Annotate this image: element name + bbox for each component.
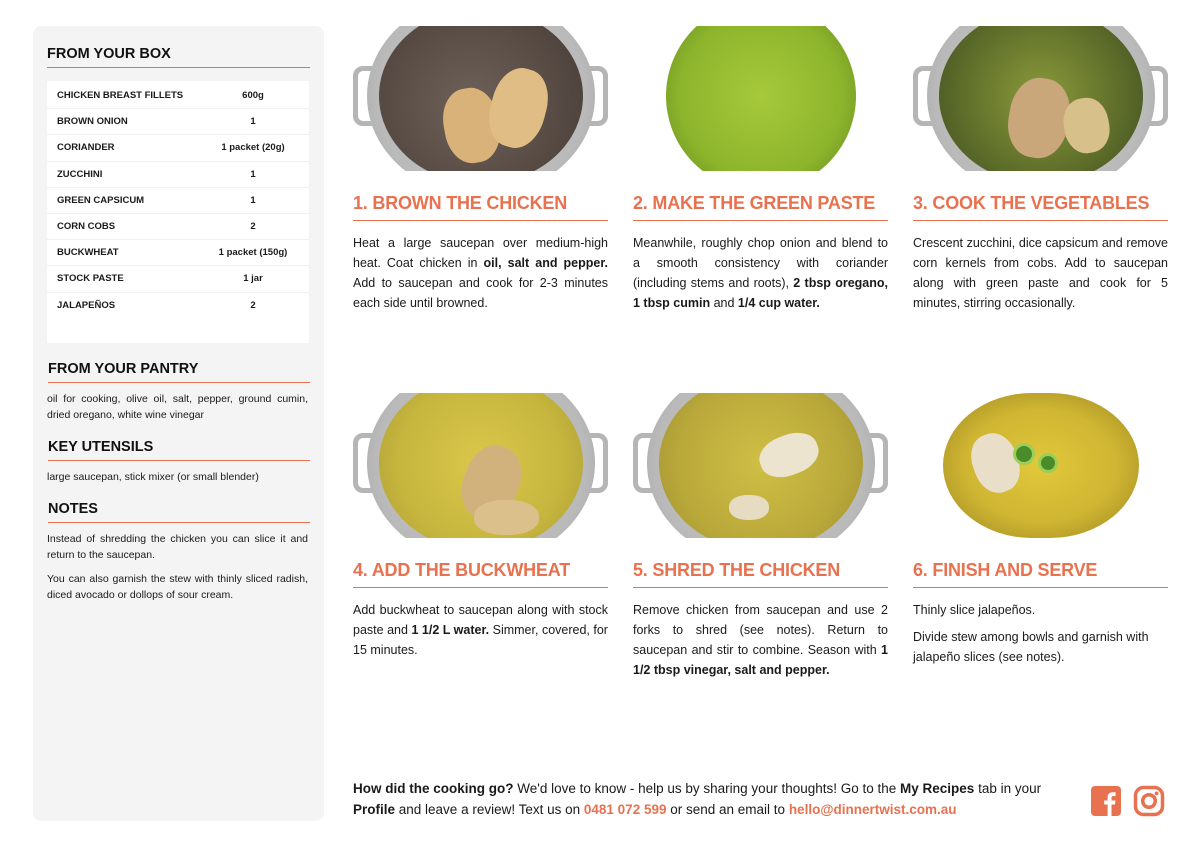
saucepan-image <box>927 26 1155 171</box>
ingredient-name: JALAPEÑOS <box>57 300 116 312</box>
step-text <box>913 600 1168 667</box>
step-text-bold: 2 tbsp oregano, 1 tbsp cumin <box>633 276 888 310</box>
step-text-part: and <box>710 296 738 310</box>
profile-link: Profile <box>353 802 396 817</box>
step-5 <box>633 393 888 680</box>
step-1-photo <box>353 26 608 171</box>
note-item: Instead of shredding the chicken you can slice it and return to the saucepan. <box>47 533 308 561</box>
ingredient-name: CORN COBS <box>57 221 116 233</box>
step-title: 6. FINISH AND SERVE <box>913 560 1168 588</box>
step-text-part: Meanwhile, roughly chop onion and blend to a smooth consistency with coriander (including stems and roots), <box>633 236 888 290</box>
ingredient-qty: 2 <box>250 221 256 233</box>
step-4-photo <box>353 393 608 538</box>
ingredient-qty: 1 packet (20g) <box>221 142 285 154</box>
step-6 <box>913 393 1168 667</box>
from-your-pantry-heading: FROM YOUR PANTRY <box>48 361 310 383</box>
step-title: 5. SHRED THE CHICKEN <box>633 560 888 588</box>
step-text-part: Add to saucepan and cook for 2-3 minutes each side until browned. <box>353 276 608 310</box>
shredded-chicken-image <box>753 426 823 484</box>
chicken-fillet-image <box>474 500 539 535</box>
step-5-photo <box>633 393 888 538</box>
ingredient-name: CHICKEN BREAST FILLETS <box>57 90 184 102</box>
table-row <box>47 266 309 292</box>
green-paste-bowl-image <box>666 26 856 171</box>
ingredients-sidebar <box>33 26 324 821</box>
ingredient-qty: 1 <box>250 194 256 206</box>
step-2-photo <box>633 26 888 171</box>
shredded-chicken-image <box>729 495 769 520</box>
step-text-bold: oil, salt and pepper. <box>483 256 608 270</box>
ingredient-name: BUCKWHEAT <box>57 247 119 259</box>
step-text <box>353 233 608 313</box>
ingredient-qty: 600g <box>242 90 264 102</box>
step-4 <box>353 393 608 660</box>
table-row <box>47 83 309 109</box>
pantry-text: oil for cooking, olive oil, salt, pepper, ground cumin, dried oregano, white wine vinegar <box>47 393 308 421</box>
step-title: 2. MAKE THE GREEN PASTE <box>633 193 888 221</box>
step-text-part: Remove chicken from saucepan and use 2 forks to shred (see notes). Return to saucepan and stir to combine. Season with <box>633 603 888 657</box>
saucepan-interior <box>379 393 583 538</box>
step-title: 3. COOK THE VEGETABLES <box>913 193 1168 221</box>
ingredient-qty: 1 jar <box>243 273 263 285</box>
step-6-photo <box>913 393 1168 538</box>
from-your-box-heading: FROM YOUR BOX <box>47 46 310 68</box>
ingredient-qty: 2 <box>250 300 256 312</box>
step-text-bold: 1 1/2 L water. <box>411 623 490 637</box>
table-row <box>47 214 309 240</box>
footer-text: or send an email to <box>666 802 789 817</box>
saucepan-interior <box>659 393 863 538</box>
table-row <box>47 293 309 319</box>
step-3-photo <box>913 26 1168 171</box>
step-text-part: Divide stew among bowls and garnish with jalapeño slices (see notes). <box>913 630 1149 664</box>
step-text <box>633 600 888 680</box>
step-text <box>353 600 608 660</box>
step-title: 1. BROWN THE CHICKEN <box>353 193 608 221</box>
step-text <box>913 233 1168 313</box>
step-text-bold: 1 1/2 tbsp vinegar, salt and pepper. <box>633 643 888 677</box>
ingredient-name: CORIANDER <box>57 142 115 154</box>
footer-text: and leave a review! Text us on <box>395 802 584 817</box>
footer-text: We'd love to know - help us by sharing your thoughts! Go to the <box>513 781 901 796</box>
utensils-text: large saucepan, stick mixer (or small blender) <box>47 471 259 483</box>
note-item: You can also garnish the stew with thinly sliced radish, diced avocado or dollops of sour cream. <box>47 573 308 601</box>
ingredient-qty: 1 packet (150g) <box>218 247 288 259</box>
ingredient-name: GREEN CAPSICUM <box>57 194 145 206</box>
facebook-icon[interactable] <box>1090 785 1122 817</box>
ingredient-name: STOCK PASTE <box>57 273 124 285</box>
step-text-part: Thinly slice jalapeños. <box>913 603 1036 617</box>
serving-bowl-image <box>943 393 1139 538</box>
key-utensils-heading: KEY UTENSILS <box>48 439 310 461</box>
saucepan-interior <box>939 26 1143 171</box>
step-1 <box>353 26 608 313</box>
ingredient-qty: 1 <box>250 168 256 180</box>
step-text-part: Crescent zucchini, dice capsicum and remove corn kernels from cobs. Add to saucepan along with green paste and cook for 5 minutes, stirring occasionally. <box>913 236 1168 310</box>
step-2 <box>633 26 888 313</box>
utensils-section <box>47 439 310 485</box>
instagram-icon[interactable] <box>1133 785 1165 817</box>
footer-text: tab in your <box>974 781 1042 796</box>
pantry-section <box>47 361 310 423</box>
step-3 <box>913 26 1168 313</box>
ingredient-name: BROWN ONION <box>57 116 128 128</box>
step-text-part: Add buckwheat to saucepan along with stock paste and <box>353 603 608 637</box>
email-link[interactable]: hello@dinnertwist.com.au <box>788 802 957 817</box>
table-row <box>47 188 309 214</box>
notes-section <box>47 501 310 603</box>
step-text-bold: 1/4 cup water. <box>737 296 820 310</box>
jalapeno-slice-image <box>1013 443 1035 465</box>
table-row <box>47 135 309 161</box>
step-text-part: Heat a large saucepan over medium-high heat. Coat chicken in <box>353 236 608 270</box>
step-text-part: Simmer, covered, for 15 minutes. <box>353 623 608 657</box>
saucepan-image <box>367 393 595 538</box>
ingredient-qty: 1 <box>250 116 256 128</box>
ingredient-name: ZUCCHINI <box>57 168 103 180</box>
step-title: 4. ADD THE BUCKWHEAT <box>353 560 608 588</box>
table-row <box>47 240 309 266</box>
jalapeno-slice-image <box>1038 453 1058 473</box>
table-row <box>47 162 309 188</box>
saucepan-interior <box>379 26 583 171</box>
feedback-footer <box>353 778 1068 820</box>
saucepan-image <box>367 26 595 171</box>
saucepan-image <box>647 393 875 538</box>
my-recipes-link: My Recipes <box>900 781 975 796</box>
footer-question: How did the cooking go? <box>353 781 514 796</box>
table-row <box>47 109 309 135</box>
phone-number[interactable]: 0481 072 599 <box>583 802 667 817</box>
notes-text <box>47 531 310 603</box>
step-text <box>633 233 888 313</box>
ingredients-table <box>47 81 309 343</box>
notes-heading: NOTES <box>48 501 310 523</box>
